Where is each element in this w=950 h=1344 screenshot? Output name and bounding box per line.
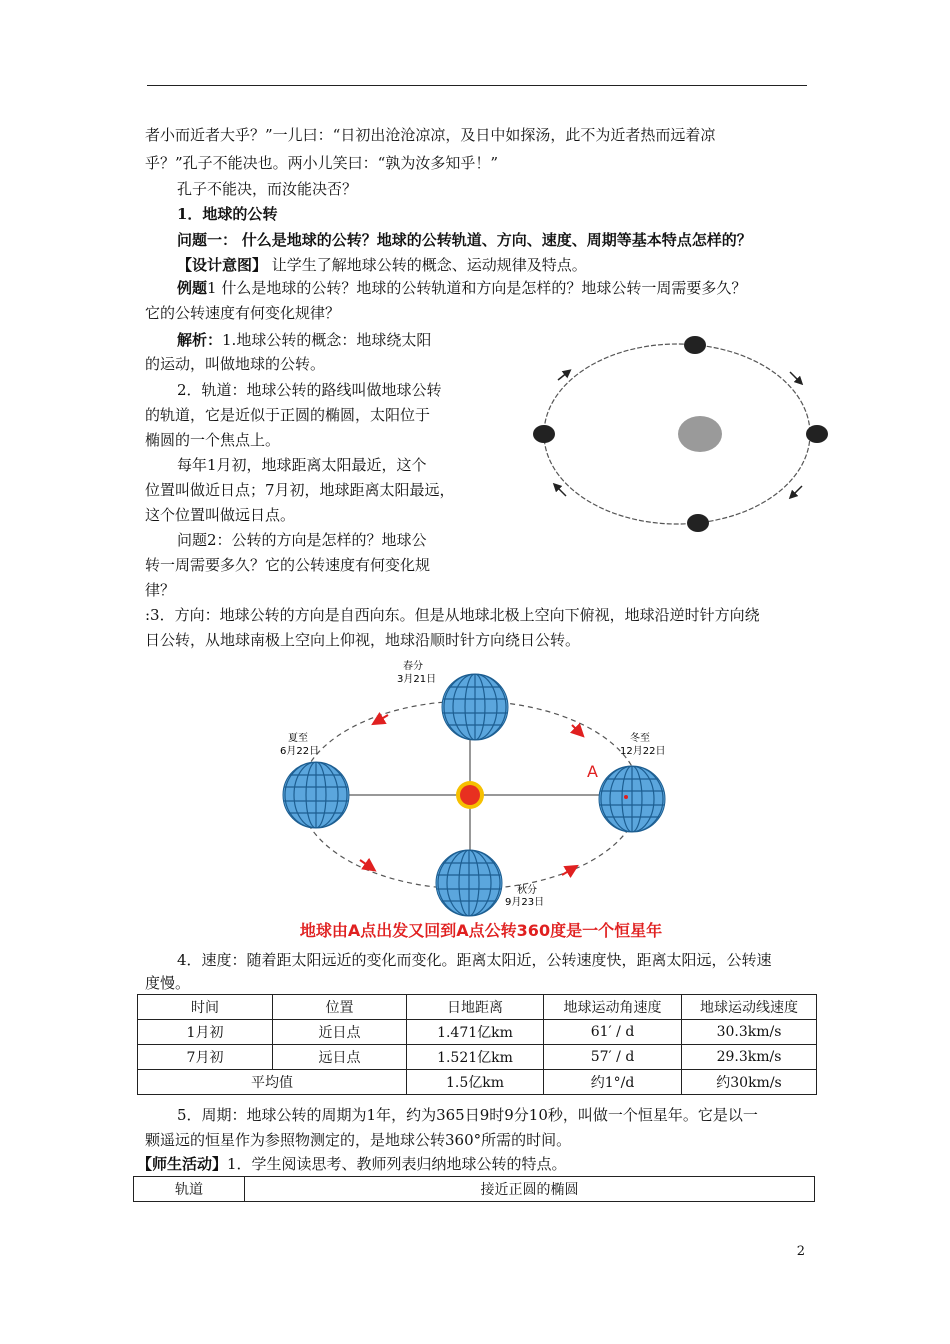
earth-summer-icon: [283, 762, 349, 828]
earth-left-icon: [533, 425, 555, 443]
table-row: [138, 1070, 817, 1095]
text-line: 这个位置叫做远日点。: [145, 506, 296, 524]
table-header: 时间: [138, 995, 273, 1020]
sun-icon: [678, 416, 722, 452]
table-row: [134, 1177, 815, 1202]
question-one: 问题一： 什么是地球的公转？地球的公转轨道、方向、速度、周期等基本特点怎样的？: [177, 231, 752, 249]
autumn-label: 秋分: [517, 885, 537, 896]
arrow-icon: [360, 860, 370, 867]
speed-table: [137, 994, 817, 1095]
text-line: 颗遥远的恒星作为参照物测定的，是地球公转360°所需的时间。: [145, 1131, 572, 1149]
features-table: [133, 1176, 815, 1202]
activity-line: 【师生活动】1．学生阅读思考、教师列表归纳地球公转的特点。: [137, 1155, 567, 1173]
table-header-row: [138, 995, 817, 1020]
table-row: [138, 1045, 817, 1070]
arrow-icon: [792, 486, 802, 496]
arrow-icon: [562, 869, 572, 875]
summer-label: 夏至: [288, 733, 308, 744]
arrow-icon: [790, 372, 800, 382]
point-a-marker: [624, 795, 628, 799]
text-line: 椭圆的一个焦点上。: [145, 431, 281, 449]
earth-bottom-icon: [687, 514, 709, 532]
sun-icon: [456, 781, 484, 809]
table-cell: 61′ / d: [544, 1020, 682, 1045]
text-line: 2．轨道：地球公转的路线叫做地球公转: [177, 381, 442, 399]
table-cell: 约1°/d: [544, 1070, 682, 1095]
earth-top-icon: [684, 336, 706, 354]
table-cell: 57′ / d: [544, 1045, 682, 1070]
table-cell: 7月初: [138, 1045, 273, 1070]
orbit-diagram: [520, 330, 840, 540]
text-line: 孔子不能决，而汝能决否？: [177, 180, 358, 198]
spring-label: 春分: [403, 661, 423, 672]
text-line: 日公转，从地球南极上空向上仰视，地球沿顺时针方向绕日公转。: [145, 631, 581, 649]
table-cell: 29.3km/s: [682, 1045, 817, 1070]
table-row: [138, 1020, 817, 1045]
earth-spring-icon: [442, 674, 508, 740]
section-heading: 1．地球的公转: [177, 205, 278, 223]
table-header: 日地距离: [407, 995, 544, 1020]
earth-autumn-icon: [436, 850, 502, 916]
table-cell: 30.3km/s: [682, 1020, 817, 1045]
point-a-label: A: [587, 762, 598, 781]
text-line: :3．方向：地球公转的方向是自西向东。但是从地球北极上空向下俯视，地球沿逆时针方向绕: [145, 606, 760, 624]
text-line: 4．速度：随着距太阳远近的变化而变化。距离太阳近，公转速度快，距离太阳远，公转速: [177, 951, 772, 969]
summer-date: 6月22日: [280, 746, 320, 757]
table-cell: 1.471亿km: [407, 1020, 544, 1045]
orbit-ellipse: [544, 344, 810, 524]
text-line: 律？: [145, 581, 176, 599]
earth-winter-icon: [599, 766, 665, 832]
page-number: 2: [796, 1244, 805, 1259]
arrow-icon: [572, 725, 579, 732]
table-cell: 接近正圆的椭圆: [245, 1177, 815, 1202]
text-line: 5．周期：地球公转的周期为1年，约为365日9时9分10秒，叫做一个恒星年。它是以一: [177, 1106, 758, 1124]
table-header: 位置: [273, 995, 407, 1020]
table-cell: 远日点: [273, 1045, 407, 1070]
table-cell: 平均值: [138, 1070, 407, 1095]
earth-right-icon: [806, 425, 828, 443]
text-line: 度慢。: [145, 974, 191, 992]
text-line: 的运动，叫做地球的公转。: [145, 355, 326, 373]
spring-date: 3月21日: [397, 674, 437, 685]
text-line: 乎？”孔子不能决也。两小儿笑曰：“孰为汝多知乎！”: [145, 154, 499, 172]
diagram-caption: 地球由A点出发又回到A点公转360度是一个恒星年: [299, 921, 663, 940]
table-cell: 1.521亿km: [407, 1045, 544, 1070]
winter-date: 12月22日: [620, 746, 666, 757]
example-line: 例题1 什么是地球的公转？地球的公转轨道和方向是怎样的？地球公转一周需要多久？: [177, 279, 747, 297]
autumn-date: 9月23日: [505, 897, 545, 908]
text-line: 问题2：公转的方向是怎样的？地球公: [177, 531, 427, 549]
table-cell: 近日点: [273, 1020, 407, 1045]
text-line: 者小而近者大乎？”一儿曰：“日初出沧沧凉凉，及日中如探汤，此不为近者热而远着凉: [145, 126, 716, 144]
table-cell: 轨道: [134, 1177, 245, 1202]
table-cell: 约30km/s: [682, 1070, 817, 1095]
arrow-icon: [556, 486, 566, 496]
arrow-icon: [558, 372, 568, 380]
table-cell: 1月初: [138, 1020, 273, 1045]
text-line: 转一周需要多久？它的公转速度有何变化规: [145, 556, 431, 574]
text-line: 位置叫做近日点；7月初，地球距离太阳最远，: [145, 481, 455, 499]
text-line: 每年1月初，地球距离太阳最近，这个: [177, 456, 427, 474]
design-intent: 【设计意图】 让学生了解地球公转的概念、运动规律及特点。: [177, 256, 587, 274]
table-header: 地球运动角速度: [544, 995, 682, 1020]
winter-label: 冬至: [630, 733, 650, 744]
table-header: 地球运动线速度: [682, 995, 817, 1020]
header-rule: [147, 85, 807, 86]
text-line: 的轨道，它是近似于正圆的椭圆，太阳位于: [145, 406, 431, 424]
seasons-diagram: [270, 655, 680, 920]
text-line: 它的公转速度有何变化规律？: [145, 304, 341, 322]
table-cell: 1.5亿km: [407, 1070, 544, 1095]
analysis-line: 解析：1.地球公转的概念：地球绕太阳: [177, 331, 432, 349]
